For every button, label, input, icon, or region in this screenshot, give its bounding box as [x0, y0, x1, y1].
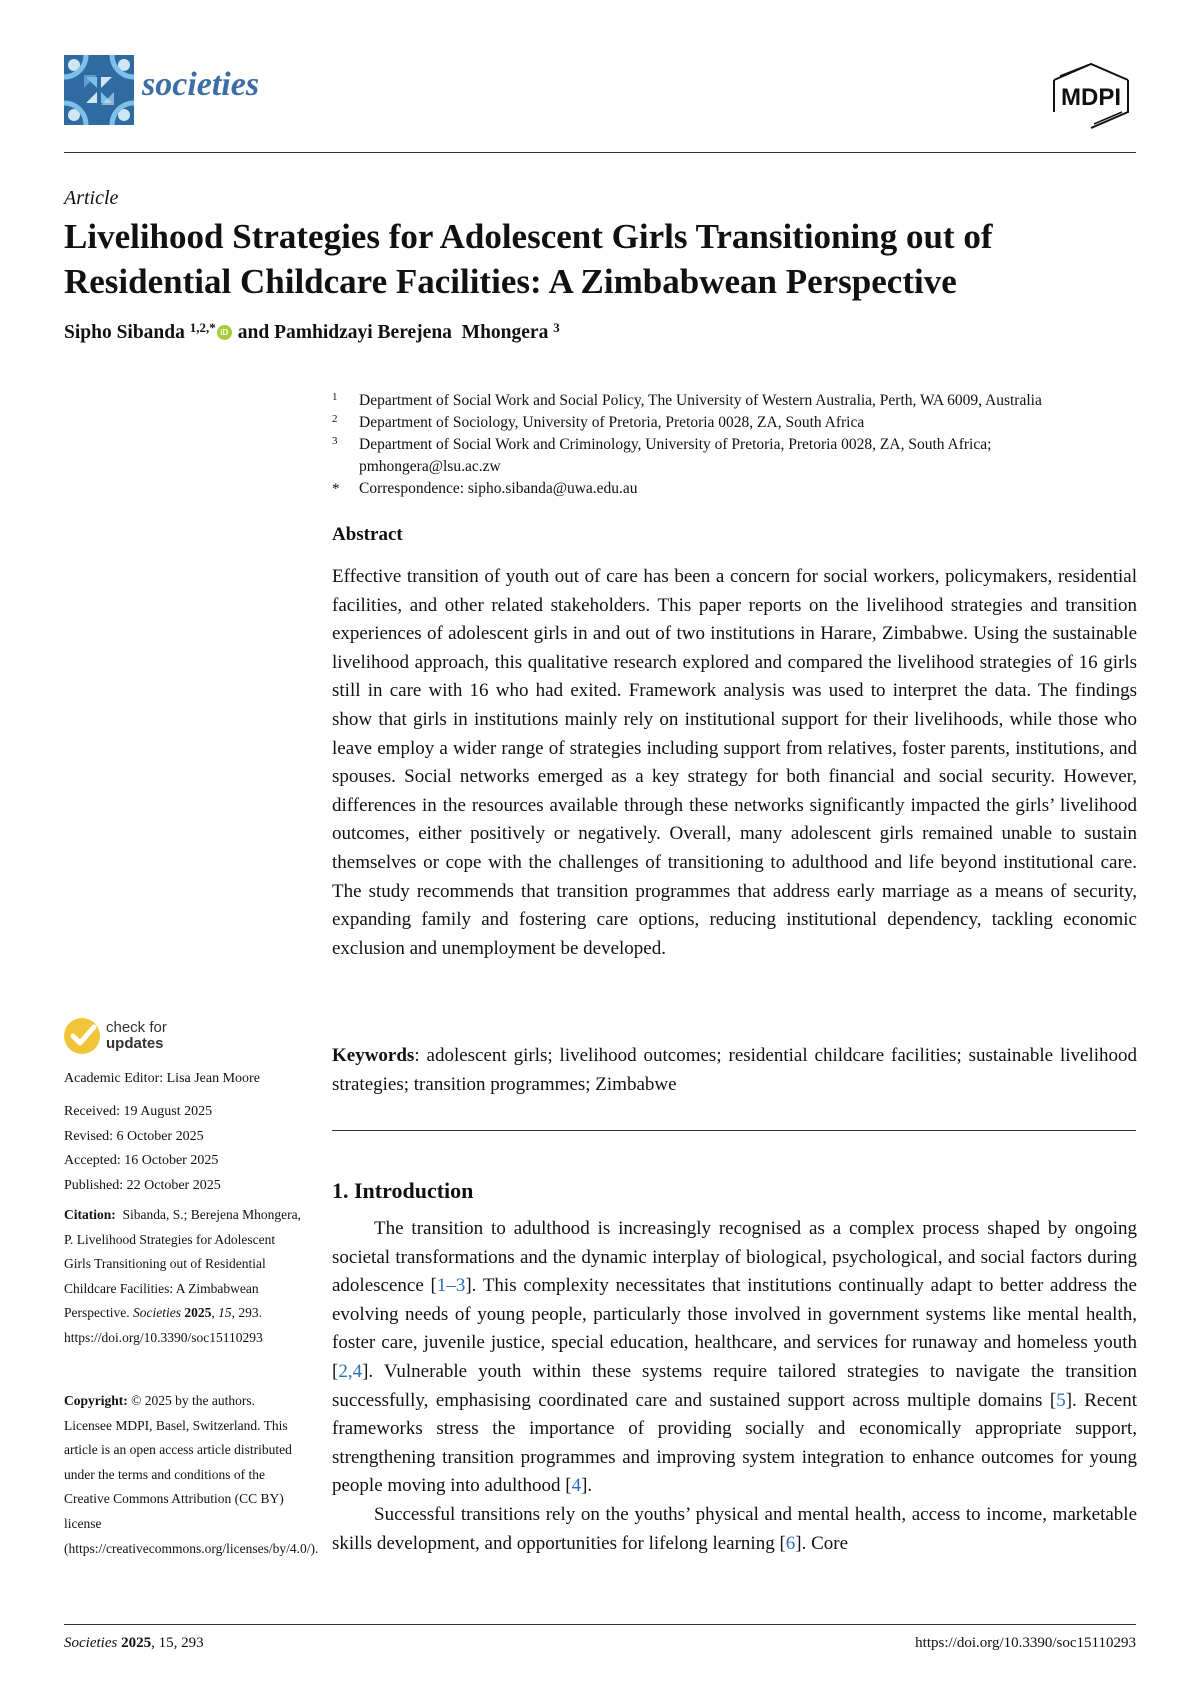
copyright-label: Copyright: [64, 1393, 128, 1408]
footer-divider [64, 1624, 1136, 1625]
text-run: ]. This complexity necessitates that institutions continually adapt to better address the evolving needs of young people, particularly those involved in government systems like mental health, foster care, juvenile justice, special education, healthcare, and services for runaway and homeless youth [ [332, 1275, 1137, 1382]
citation-label: Citation: [64, 1207, 116, 1222]
affiliation-item [332, 412, 1152, 434]
citation-year: 2025 [184, 1305, 212, 1321]
affiliation-item [332, 434, 1152, 478]
keywords-list: adolescent girls; livelihood outcomes; residential childcare facilities; sustainable livelihood strategies; transition programmes; Zimbabwe [332, 1045, 1138, 1095]
citation-doi[interactable]: , 293. https://doi.org/10.3390/soc15110293 [64, 1305, 263, 1345]
publication-dates [64, 1100, 304, 1198]
author-name[interactable]: Sipho Sibanda [64, 322, 185, 343]
header-divider [64, 152, 1136, 153]
author-list [64, 322, 560, 344]
keywords-label: Keywords [332, 1045, 415, 1066]
footer-citation [64, 1635, 204, 1652]
section-divider [332, 1130, 1136, 1131]
author-name[interactable]: Pamhidzayi Berejena Mhongera [274, 322, 549, 343]
author-connector: and [237, 322, 270, 343]
affiliation-text: Department of Sociology, University of Pretoria, Pretoria 0028, ZA, South Africa [359, 414, 865, 431]
text-run: ]. Vulnerable youth within these systems require tailored strategies to navigate the transition successfully, emphasising coordinated care and sustained support across multiple domains [ [332, 1360, 1137, 1411]
abstract-text: Effective transition of youth out of care has been a concern for social workers, policymakers, residential facilities, and other related stakeholders. This paper reports on the livelihood strategies and transition experiences of adolescent girls in and out of two institutions in Harare, Zimbabwe. Using the sustainable livelihood approach, this qualitative research explored and compared the livelihood strategies of 16 girls still in care with 16 who had exited. Framework analysis was used to interpret the data. The findings show that girls in institutions mainly rely on institutional support for their livelihoods, while those who leave employ a wider range of strategies including support from relatives, foster parents, institutions, and spouses. Social networks emerged as a key strategy for both financial and social security. However, differences in the resources available through these networks significantly impacted the girls’ livelihood outcomes, either positively or negatively. Overall, many adolescent girls remained unable to sustain themselves or cope with the challenges of transitioning to adulthood and life beyond institutional care. The study recommends that transition programmes that address early marriage as a means of security, expanding family and fostering care options, reducing institutional dependency, tackling economic exclusion and unemployment be developed. [332, 566, 1137, 959]
correspondence-text[interactable]: Correspondence: sipho.sibanda@uwa.edu.au [359, 480, 638, 497]
introduction-body [332, 1215, 1137, 1558]
affiliation-mark: 2 [332, 413, 338, 425]
citation-link[interactable]: 6 [785, 1532, 796, 1554]
check-for-updates-button[interactable] [64, 1018, 167, 1054]
check-for-label: check for [106, 1019, 167, 1036]
journal-logo-icon [64, 55, 134, 125]
citation-link[interactable]: 5 [1056, 1389, 1066, 1411]
date-accepted: Accepted: 16 October 2025 [64, 1153, 219, 1168]
affiliation-text: Department of Social Work and Social Policy, The University of Western Australia, Perth, WA 6009, Australia [359, 392, 1042, 409]
copyright-block [64, 1389, 319, 1561]
author-affiliation-marks: 1,2,* [189, 320, 216, 335]
check-icon [64, 1018, 100, 1054]
affiliation-mark: * [332, 481, 340, 497]
text-run: Successful transitions rely on the youths’ physical and mental health, access to income, marketable skills development, and opportunities for lifelong learning [ [332, 1503, 1137, 1554]
orcid-icon[interactable]: iD [217, 325, 232, 340]
academic-editor: Academic Editor: Lisa Jean Moore [64, 1071, 260, 1086]
article-title: Livelihood Strategies for Adolescent Girls Transitioning out of Residential Childcare Facilities: A Zimbabwean Perspective [64, 217, 993, 301]
keywords: Keywords: adolescent girls; livelihood outcomes; residential childcare facilities; sustainable livelihood strategies; transition programmes; Zimbabwe [332, 1045, 1138, 1095]
citation-link[interactable]: 4 [571, 1475, 582, 1497]
updates-label: updates [106, 1035, 164, 1052]
text-run: ]. Recent frameworks stress the importance of providing socially and economically appropriate support, strengthening transition programmes and improving system integration to enhance outcomes for young people moving into adulthood [ [332, 1389, 1137, 1497]
paragraph [332, 1501, 1137, 1558]
footer-doi-link[interactable]: https://doi.org/10.3390/soc15110293 [915, 1635, 1136, 1651]
footer-year: 2025 [121, 1635, 152, 1651]
date-received: Received: 19 August 2025 [64, 1104, 213, 1119]
author-affiliation-marks: 3 [553, 320, 560, 335]
text-run: The transition to adulthood is increasingly recognised as a complex process shaped by ongoing societal transformations and the dynamic interplay of biological, psychological, and social factors during adolescence [ [332, 1218, 1137, 1297]
date-revised: Revised: 6 October 2025 [64, 1128, 204, 1144]
affiliation-mark: 3 [332, 435, 338, 447]
copyright-text: © 2025 by the authors. Licensee MDPI, Basel, Switzerland. This article is an open access article distributed under the terms and conditions of the Creative Commons Attribution (CC BY) license (https://creativecommons.org/licenses/by/4.0/). [64, 1393, 319, 1556]
correspondence-item [332, 478, 1152, 500]
date-published: Published: 22 October 2025 [64, 1177, 221, 1193]
section-heading-introduction: 1. Introduction [332, 1178, 474, 1203]
affiliation-mark: 1 [332, 391, 338, 403]
citation-link[interactable]: 1–3 [436, 1275, 466, 1297]
footer-journal: Societies [64, 1635, 118, 1651]
mdpi-logo-icon [1046, 62, 1136, 130]
article-type: Article [64, 187, 119, 209]
text-run: ]. [581, 1475, 593, 1497]
citation-journal: Societies [132, 1305, 181, 1321]
affiliation-text: Department of Social Work and Criminology, University of Pretoria, Pretoria 0028, ZA, South Africa; pmhongera@lsu.ac.zw [359, 436, 992, 475]
citation-text: Sibanda, S.; Berejena Mhongera, P. Livelihood Strategies for Adolescent Girls Transitioning out of Residential Childcare Facilities: A Zimbabwean Perspective. [64, 1207, 301, 1321]
citation-block: Citation: Sibanda, S.; Berejena Mhongera, P. Livelihood Strategies for Adolescent Girls Transitioning out of Residential Childcare Facilities: A Zimbabwean Perspective. Societies 2025, 15, 293. https://doi.org/10.3390/soc15110293 [64, 1207, 301, 1345]
citation-volume: 15 [218, 1305, 232, 1321]
text-run: ]. Core [795, 1532, 849, 1554]
abstract-heading: Abstract [332, 524, 403, 545]
journal-name: societies [142, 66, 260, 103]
footer-volume: , 15, 293 [151, 1635, 204, 1651]
affiliations [332, 390, 1152, 500]
affiliation-item [332, 390, 1152, 412]
paragraph [332, 1215, 1137, 1501]
svg-text:MDPI: MDPI [1061, 84, 1121, 111]
citation-link[interactable]: 2,4 [338, 1360, 363, 1382]
